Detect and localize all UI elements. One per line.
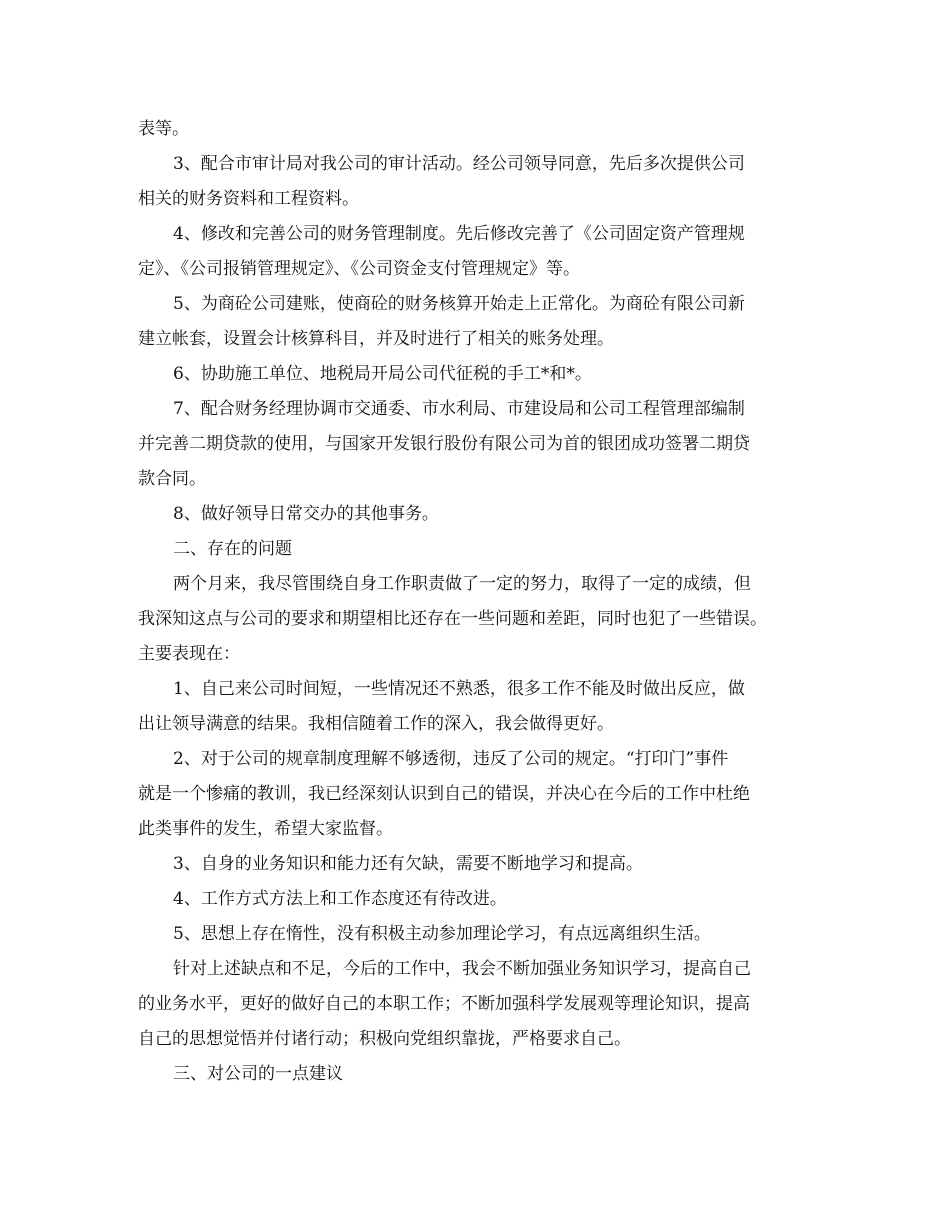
text-line: 并完善二期贷款的使用，与国家开发银行股份有限公司为首的银团成功签署二期贷 — [138, 434, 750, 454]
text-line: 两个月来，我尽管围绕自身工作职责做了一定的努力，取得了一定的成绩，但 — [173, 574, 751, 594]
text-line: 我深知这点与公司的要求和期望相比还存在一些问题和差距，同时也犯了一些错误。 — [138, 609, 767, 629]
text-line: 建立帐套，设置会计核算科目，并及时进行了相关的账务处理。 — [138, 329, 614, 349]
paragraph — [138, 847, 814, 882]
text-line: 定》、《公司报销管理规定》、《公司资金支付管理规定》等。 — [138, 259, 580, 279]
paragraph — [138, 287, 814, 357]
text-line: 7、配合财务经理协调市交通委、市水利局、市建设局和公司工程管理部编制 — [173, 399, 745, 419]
text-line: 自己的思想觉悟并付诸行动；积极向党组织靠拢，严格要求自己。 — [138, 1029, 631, 1049]
paragraph — [138, 882, 814, 917]
paragraph — [138, 532, 814, 567]
text-line: 3、自身的业务知识和能力还有欠缺，需要不断地学习和提高。 — [173, 854, 643, 874]
text-line: 4、工作方式方法上和工作态度还有待改进。 — [173, 889, 507, 909]
text-line: 6、协助施工单位、地税局开局公司代征税的手工*和*。 — [173, 364, 592, 384]
text-line: 主要表现在： — [138, 644, 240, 664]
text-line: 的业务水平，更好的做好自己的本职工作；不断加强科学发展观等理论知识，提高 — [138, 994, 750, 1014]
paragraph — [138, 147, 814, 217]
paragraph — [138, 917, 814, 952]
text-line: 款合同。 — [138, 469, 206, 489]
paragraph — [138, 672, 814, 742]
text-line: 就是一个惨痛的教训，我已经深刻认识到自己的错误，并决心在今后的工作中杜绝 — [138, 784, 750, 804]
paragraph — [138, 742, 814, 847]
text-line: 5、思想上存在惰性，没有积极主动参加理论学习，有点远离组织生活。 — [173, 924, 711, 944]
text-line: 表等。 — [138, 119, 189, 139]
text-line: 8、做好领导日常交办的其他事务。 — [173, 504, 439, 524]
paragraph — [138, 357, 814, 392]
paragraph — [138, 567, 814, 672]
text-line: 3、配合市审计局对我公司的审计活动。经公司领导同意，先后多次提供公司 — [173, 154, 745, 174]
paragraph — [138, 1057, 814, 1092]
paragraph — [138, 217, 814, 287]
text-line: 1、自己来公司时间短，一些情况还不熟悉，很多工作不能及时做出反应，做 — [173, 679, 745, 699]
text-line: 三、对公司的一点建议 — [173, 1064, 343, 1084]
text-line: 4、修改和完善公司的财务管理制度。先后修改完善了《公司固定资产管理规 — [173, 224, 745, 244]
paragraph — [138, 112, 814, 147]
text-line: 相关的财务资料和工程资料。 — [138, 189, 359, 209]
text-line: 5、为商砼公司建账，使商砼的财务核算开始走上正常化。为商砼有限公司新 — [173, 294, 745, 314]
text-line: 针对上述缺点和不足，今后的工作中，我会不断加强业务知识学习，提高自己 — [173, 959, 751, 979]
text-line: 二、存在的问题 — [173, 539, 292, 559]
text-line: 出让领导满意的结果。我相信随着工作的深入，我会做得更好。 — [138, 714, 614, 734]
text-line: 此类事件的发生，希望大家监督。 — [138, 819, 393, 839]
text-line: 2、对于公司的规章制度理解不够透彻，违反了公司的规定。“打印门”事件 — [173, 749, 729, 769]
paragraph — [138, 392, 814, 497]
paragraph — [138, 952, 814, 1057]
document-body — [138, 112, 814, 1092]
paragraph — [138, 497, 814, 532]
